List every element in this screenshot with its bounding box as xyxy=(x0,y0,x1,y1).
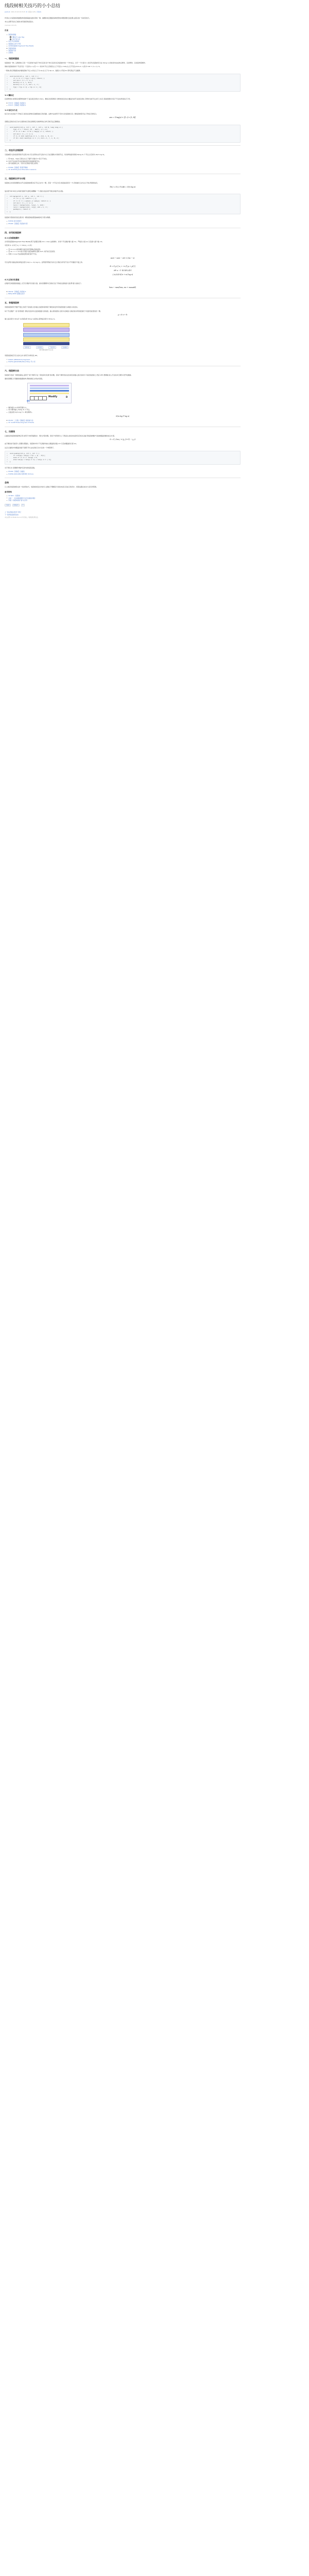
diagram-bar xyxy=(30,385,69,387)
list-item: 否则 x ≤ se,无法直接处理,递归到子节点。 xyxy=(7,253,241,256)
paragraph: 线段树分裂则是其逆过程:将一棵线段树按照值域或排名分裂为两棵。 xyxy=(5,216,52,218)
diagram-bar xyxy=(30,393,69,395)
paragraph: 复杂度分析:每次合并递归到的节点都会被删除一个,因此总复杂度不超过初始节点总数。 xyxy=(5,190,64,192)
li-chao-figure xyxy=(23,323,70,352)
formula: hmx ← max(hmx, mx + maxadd) xyxy=(109,286,136,289)
page xyxy=(0,0,309,519)
bullet-list xyxy=(7,248,241,256)
list-item: 访问不存在的节点时直接返回空值或新建节点。 xyxy=(7,160,241,163)
problem-links xyxy=(7,102,241,107)
segment-tree-divide-diagram xyxy=(27,383,72,403)
problem-links xyxy=(7,470,241,475)
copyright-notice: 本文采用 CC BY-NC-SA 4.0 许可协议。转载请注明出处。 xyxy=(5,516,40,518)
paragraph: 标记永久化是指不下传标记,而是在查询时沿途累加标记的贡献。这种方法常用于可持久化线段树以及二维线段树等无法下传标记的场合。 xyxy=(5,112,98,115)
code-block: 1 void pushup(int p, int l, int r) { 2 if (cnt[p]) len[p] = X[r + 1] - X[l]; 3 else if (l == r) len[p] = 0; 4 else len[p] = len[p << 1] + len[p << 1 | 1]; 5 } xyxy=(5,451,241,465)
bullet-list xyxy=(7,406,241,414)
problem-links xyxy=(7,166,241,171)
problem-link[interactable]: P5787 二分图 /【模板】线段树分治 xyxy=(8,419,33,421)
toc-link[interactable]: 扫描线 xyxy=(8,52,13,54)
section-heading: 三、线段树合并与分裂 xyxy=(5,177,25,180)
paragraph: 每个节点维护一条"优势线段",即在该区间中点处取值最大的线段。插入新线段时,比较中点取值,交换后将劣势线段递归下放到可能更优的一侧。 xyxy=(5,310,102,312)
problem-link[interactable]: P5490 【模板】扫描线 xyxy=(8,470,25,473)
formula-block xyxy=(5,265,241,276)
intro-paragraph: 作者认为:线段树是数据结构里最基础也最实用的一种。做题时常会遇到各种类型的问题需要灵活处理,这里总结一些常见技巧。 xyxy=(5,16,91,19)
formula: S = Σ_i len_i × (y_{i+1} − y_i) xyxy=(110,438,135,441)
article-meta xyxy=(5,11,241,14)
diagram-label: Modify xyxy=(48,395,58,398)
legend-item: 劣势线段 xyxy=(36,346,44,349)
formula: ΔΦ ≤ −1 每次暴力递归 xyxy=(113,269,132,272)
toc-link[interactable]: 线段树基础 xyxy=(8,33,16,36)
article-title: 线段树相关技巧的小小总结 xyxy=(5,4,61,9)
list-item xyxy=(7,473,241,476)
toc-link[interactable]: 线段树合并与分裂 xyxy=(8,42,21,45)
list-item: 用 ls[p]、rs[p] 记录左右儿子编号,初始为 0 表示不存在。 xyxy=(7,158,241,160)
paragraph: 对区间 [l, r] 执行 a_i = min(a_i, x) 时: xyxy=(5,244,32,247)
problem-link[interactable]: P3373 【模板】线段树 2 xyxy=(8,104,26,107)
paragraph: 对于周长并,需要额外维护区间内的线段条数。 xyxy=(5,466,36,469)
paragraph: 线段树分治是一种离线算法,适用于"某个操作只在一段时间内有效"的问题。将每个操作的存在时间区间插入到以时间为下标的线段树上,然后 DFS 整棵树,进入节点时执行操作,离开时撤销。 xyxy=(5,374,133,376)
toc-item[interactable] xyxy=(7,52,241,54)
category-link[interactable]: OI xyxy=(26,11,28,13)
subsection-heading: 1.1 懒标记 xyxy=(5,94,14,97)
figure-row-navy xyxy=(23,342,70,345)
legend-item: 查询路径 xyxy=(61,346,69,349)
paragraph: 插入复杂度为 O(log² n)(线段)或 O(log n)(直线),查询复杂度为 O(log n)。 xyxy=(5,318,57,320)
problem-links xyxy=(7,359,241,363)
tag-link[interactable]: 数据结构 xyxy=(12,504,20,507)
problem-link[interactable]: P3369 【模板】普通平衡树 xyxy=(8,166,28,168)
toc-link[interactable]: 吉司机线段树 Segment Tree Beats xyxy=(8,45,34,47)
section-heading: 一、线段树基础 xyxy=(5,57,19,60)
list-item xyxy=(7,421,241,424)
paragraph: 由于横坐标可能很大,需要先离散化。线段树中每个节点维护被完全覆盖的次数 cnt 以及被覆盖的长度 len。 xyxy=(5,443,78,445)
subsection-heading: 4.1 区间最值操作 xyxy=(5,236,20,239)
section-heading: 四、吉司机线段树 xyxy=(5,231,21,234)
paragraph: 线段树是一种二叉搜索树,它将一个区间划分成若干单元区间,每个单元区间对应线段树中的一个叶结点。对于一个长度为 n 的序列,线段树可以在 O(log n) 的时间内完成单点修改、区间修改、区间查询等操作。 xyxy=(5,61,147,64)
problem-link[interactable]: P3372 【模板】线段树 1 xyxy=(8,101,26,104)
bullet-icon xyxy=(10,36,11,38)
paragraph: 李超线段树还可以支持合并,常用于斜率优化 DP。 xyxy=(5,354,39,357)
problem-link[interactable]: CF 915E Physical Education Lessons xyxy=(8,168,37,171)
bullet-list xyxy=(7,158,241,165)
problem-links xyxy=(7,220,241,225)
paragraph: 建树:线段树的每个节点代表一个区间 [l, r],若 l = r 则为叶节点,否则其左儿子代表 [l, mid],右儿子代表 [mid+1, r],其中 mid = (l + r) / 2。 xyxy=(5,65,101,68)
figure-row-yellow xyxy=(23,323,70,327)
figure-row-purple xyxy=(23,328,70,332)
list-item: 若 mx ≤ x,则该操作对此区间无影响,直接返回。 xyxy=(7,248,241,251)
view-count: 阅读(2,125) xyxy=(28,11,36,13)
section-heading: 二、动态开点线段树 xyxy=(5,149,23,152)
legend-item: 下放区间 xyxy=(48,346,56,349)
code-block: 1 void build(int p, int l, int r) { 2 if (l == r) { t[p] = a[l]; return; } 3 int mid = (l + r) >> 1; 4 build(p << 1, l, mid); 5 build(p << 1 | 1, mid + 1, r); 6 t[p] = t[p << 1] + t[p << 1 | 1]; 7 } xyxy=(5,74,241,92)
problem-link[interactable]: BZOJ 4695 最假女选手 xyxy=(8,293,25,295)
problem-links xyxy=(7,291,241,295)
list-item: 操作数为 m,时间范围为 T。 xyxy=(7,406,241,409)
formula: O(m log T log n) xyxy=(115,415,130,417)
paragraph: 注意:扫描线中的覆盖次数不需要下传,这也是标记永久化的一个典型例子。 xyxy=(5,447,55,449)
list-item: 总复杂度 O(m log T × 单次操作)。 xyxy=(7,411,241,414)
right-margin xyxy=(245,0,305,2576)
toc-link[interactable]: 动态开点线段树 xyxy=(8,40,20,43)
problem-link[interactable]: P4254 [JSOI2008] Blue Mary 开公司 xyxy=(8,361,36,363)
section-heading: 总结 xyxy=(5,481,9,484)
next-post-link[interactable]: 下一篇:网络流模型总结 xyxy=(5,514,19,516)
formula: 总复杂度 O((n + m) log n) xyxy=(112,274,133,276)
subsection-heading: 参考资料 xyxy=(5,491,12,494)
diagram-label: 撤销 xyxy=(27,399,30,402)
problem-link[interactable]: P4556 雨天的尾巴 xyxy=(8,220,22,223)
table-of-contents xyxy=(7,33,241,54)
formula: ans = Σ tag(p) × |[l, r] ∩ [L, R]| xyxy=(109,116,136,119)
formula: y = k x + b xyxy=(118,314,127,316)
legend-item: 优势线段 xyxy=(23,346,31,349)
tag-list xyxy=(5,504,241,507)
paragraph: 一般地,我们用数组来存储线段树,节点 p 的左儿子为 2p,右儿子为 2p+1。数组大小开到 4n 即可保证不会越界。 xyxy=(5,70,82,72)
toc-heading: 目录 xyxy=(5,29,8,32)
formula: Φ = Σ_p |{ a_i : i ∈ [l_p, r_p] }| xyxy=(110,265,135,268)
update-notice: (Updated 2021/8) xyxy=(5,24,17,26)
paragraph: 可以证明,该做法的时间复杂度为 O((n + m) log n)。证明使用势能分析,定义势能为所有节点中不同值的个数之和。 xyxy=(5,261,84,263)
section-heading: 五、李超线段树 xyxy=(5,301,19,304)
paragraph: 线段树合并是将两棵动态开点线段树按照对应节点合并为一棵。若某一方节点为空,则直接返回另一方;否则递归合并左右子树,再更新信息。 xyxy=(5,182,99,184)
subsection-heading: 1.2 标记永久化 xyxy=(5,109,18,111)
comment-count[interactable]: 评论(0) xyxy=(37,11,42,13)
formula: T(n) = O(总节点数) = O(n log n) xyxy=(109,185,136,188)
list-item: 常与线段树合并、可持久化等技巧配合使用。 xyxy=(7,162,241,165)
figure-legend xyxy=(23,346,70,349)
paragraph: 李超线段树用于维护平面上的若干条线段,支持插入线段和查询某个横坐标处所有线段的最大(或最小)纵坐标。 xyxy=(5,306,79,308)
subsection-heading: 4.2 区间历史最值 xyxy=(5,279,20,281)
reference-list xyxy=(7,495,241,502)
problem-link[interactable]: CF 1140F Extending Set of Points xyxy=(8,421,35,424)
code-block: 1 void modify(int p, int l, int r, int L, int R, long long v) { 2 t[p] += v * (min(r, R) - max(l, L) + 1); 3 if (L <= l && r <= R) { tag[p] += v; return; } 4 int mid = (l + r) >> 1; 5 if (L <= mid) modify(p << 1, l, mid, L, R, v); 6 if (R > mid) modify(p << 1 | 1, mid + 1, r, L, R, v); 7 } xyxy=(5,125,241,143)
problem-link[interactable]: P5494 【模板】线段树分裂 xyxy=(8,223,28,225)
paragraph: 吉司机线段树(Segment Tree Beats)用于处理区间取 min / max 这类操作。对每个节点维护最大值 mx、严格次大值 se 以及最大值个数 cnt。 xyxy=(5,240,104,243)
divider xyxy=(5,145,241,146)
tag-link[interactable]: 线段树 xyxy=(5,504,11,507)
prev-post-link[interactable]: 上一篇:后缀自动机学习笔记 xyxy=(5,512,21,514)
diagram-cell xyxy=(42,396,47,400)
paragraph: 需要注意的是,标记永久化要求标记的运算满足交换律和结合律,否则无法正确累加。 xyxy=(5,121,61,123)
paragraph: 扫描线是线段树的经典应用,常用于求矩形面积并、周长并等问题。将每个矩形拆为上下两条边,按纵坐标排序后依次扫描,用线段树维护当前被覆盖的横坐标总长度。 xyxy=(5,434,116,437)
post-footer xyxy=(5,512,241,519)
figure-row-blue xyxy=(23,333,70,337)
author-link[interactable]: pushout xyxy=(5,11,10,13)
toc-link[interactable]: 线段树分治 xyxy=(8,49,16,52)
toc-link[interactable]: 李超线段树 xyxy=(8,47,16,49)
list-item xyxy=(7,223,241,225)
problem-link[interactable]: P1856 [IOI1998] 矩形周长 Picture xyxy=(8,472,33,475)
toc-link[interactable]: 懒标记 Lazy Tag xyxy=(12,36,25,38)
diagram-bar xyxy=(30,387,69,389)
paragraph: 通常需要配合可撤销的数据结构,例如按秩合并的并查集。 xyxy=(5,378,44,380)
post-date: 2021-07-26 20:15:45 xyxy=(11,11,25,13)
list-item xyxy=(7,168,241,171)
intro-paragraph: 本文主要写给自己看的,如有错误欢迎指出。 xyxy=(5,21,35,23)
problem-link[interactable]: P6242 【模板】线段树 3 xyxy=(8,290,26,293)
paragraph: 区间修改时,如果每次都修改到叶子,复杂度会退化为 O(n)。懒标记的思想是:当修改的区间完全覆盖当前节点的区间时,只修改当前节点并打上标记,等到需要访问其子节点时再将标记下传。 xyxy=(5,98,132,100)
problem-link[interactable]: P4097 [HEOI2013] Segment xyxy=(8,358,30,361)
article xyxy=(5,0,241,519)
section-heading: 六、线段树分治 xyxy=(5,369,19,372)
paragraph: 在维护区间最值的基础上,还可以维护历史最大值。此时需要额外记录标记在下传前达到的最大值,即"最大加标记"。 xyxy=(5,282,83,285)
problem-links xyxy=(7,419,241,424)
toc-link[interactable]: 标记永久化 xyxy=(12,38,21,41)
figure-row-yellow xyxy=(23,337,70,342)
diagram-bar xyxy=(30,390,69,392)
list-item: 若 se < x < mx,则只有最大值会被修改,更新 sum 并打标记后返回。 xyxy=(7,250,241,253)
reference-link[interactable]: 李超《线段树的扩展与应用》 xyxy=(8,499,29,502)
formula: sum ← sum − cnt × (mx − x) xyxy=(110,257,135,259)
reference-link[interactable]: 吉如一《区间最值操作与历史最值问题》 xyxy=(8,497,37,499)
section-heading: 七、扫描线 xyxy=(5,430,15,433)
figure-caption: 图:李超线段树节点示意 xyxy=(39,349,54,351)
paragraph: 当值域很大而实际使用的节点很少时,可以采用动态开点的方式,只在需要时才新建节点。每次修改最多新建 O(log V) 个节点,总空间为 O(m log V)。 xyxy=(5,154,106,156)
list-item: 每个操作插入 O(log T) 个节点。 xyxy=(7,409,241,411)
reference-link[interactable]: OI Wiki - 线段树 xyxy=(8,495,20,497)
paragraph: 以上就是线段树相关的一些常用技巧。线段树的变化非常多,关键在于理解其分治的本质以及标记的设计。希望这篇总结对大家有所帮助。 xyxy=(5,486,98,488)
code-block: 1 int merge(int x, int y, int l, int r) { 2 if (!x || !y) return x | y; 3 if (l == r) { sum[x] += sum[y]; return x; } 4 int mid = (l + r) >> 1; 5 ls[x] = merge(ls[x], ls[y], l, mid); 6 rs[x] = merge(rs[x], rs[y], mid + 1, r); 7 pushup(x); return x; 8 } xyxy=(5,194,241,214)
tag-link[interactable]: OI xyxy=(21,504,25,507)
list-item xyxy=(7,499,241,502)
diagram-side-label: D xyxy=(66,395,68,398)
